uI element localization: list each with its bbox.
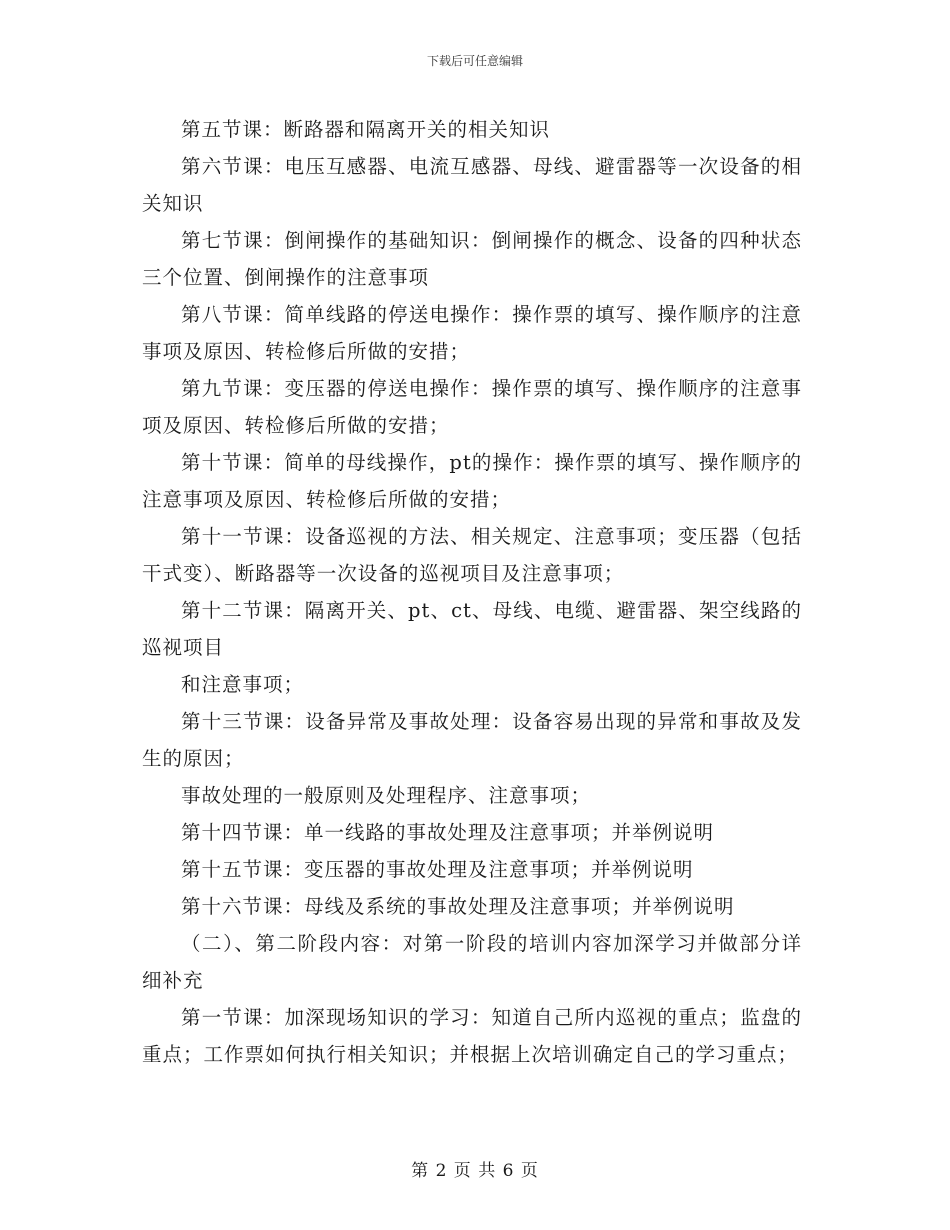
page-number-footer: 第 2 页 共 6 页 (411, 1161, 539, 1181)
paragraph-lesson-7: 第七节课：倒闸操作的基础知识：倒闸操作的概念、设备的四种状态三个位置、倒闸操作的注意事项 (142, 229, 802, 289)
paragraph-lesson-12-cont: 和注意事项； (181, 673, 305, 696)
paragraph-lesson-8: 第八节课：简单线路的停送电操作：操作票的填写、操作顺序的注意事项及原因、转检修后所做的安措； (142, 303, 802, 363)
paragraph-stage-2-heading: （二）、第二阶段内容：对第一阶段的培训内容加深学习并做部分详细补充 (142, 932, 802, 992)
page-header-note: 下载后可任意编辑 (426, 54, 523, 68)
paragraph-lesson-15: 第十五节课：变压器的事故处理及注意事项；并举例说明 (181, 858, 694, 881)
paragraph-lesson-5: 第五节课：断路器和隔离开关的相关知识 (181, 118, 551, 141)
paragraph-lesson-14: 第十四节课：单一线路的事故处理及注意事项；并举例说明 (181, 821, 715, 844)
paragraph-lesson-13-cont: 事故处理的一般原则及处理程序、注意事项； (181, 784, 592, 807)
paragraph-lesson-12: 第十二节课：隔离开关、pt、ct、母线、电缆、避雷器、架空线路的巡视项目 (142, 599, 802, 659)
paragraph-lesson-9: 第九节课：变压器的停送电操作：操作票的填写、操作顺序的注意事项及原因、转检修后所做的安措； (142, 377, 802, 437)
paragraph-stage-2-lesson-1: 第一节课：加深现场知识的学习：知道自己所内巡视的重点；监盘的重点；工作票如何执行相关知识；并根据上次培训确定自己的学习重点； (142, 1006, 802, 1066)
paragraph-lesson-6: 第六节课：电压互感器、电流互感器、母线、避雷器等一次设备的相关知识 (142, 155, 802, 215)
paragraph-lesson-11: 第十一节课：设备巡视的方法、相关规定、注意事项；变压器（包括干式变）、断路器等一次设备的巡视项目及注意事项； (142, 525, 802, 585)
document-body (142, 111, 802, 1073)
paragraph-lesson-13: 第十三节课：设备异常及事故处理：设备容易出现的异常和事故及发生的原因； (142, 710, 802, 770)
paragraph-lesson-16: 第十六节课：母线及系统的事故处理及注意事项；并举例说明 (181, 895, 735, 918)
paragraph-lesson-10: 第十节课：简单的母线操作，pt的操作：操作票的填写、操作顺序的注意事项及原因、转检修后所做的安措； (142, 451, 802, 511)
